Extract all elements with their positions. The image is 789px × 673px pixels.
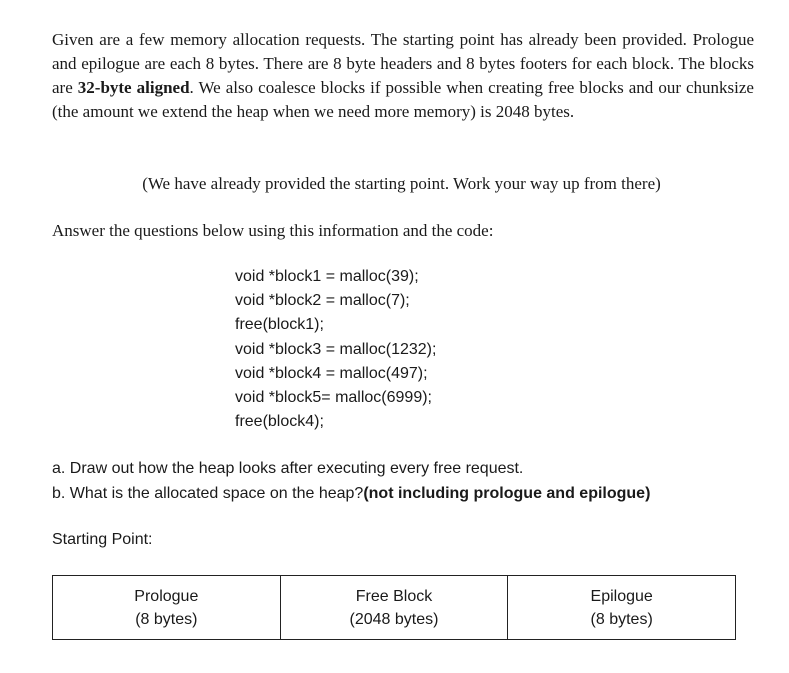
heap-starting-table	[52, 575, 736, 640]
question-a: a. Draw out how the heap looks after executing every free request.	[52, 460, 524, 477]
starting-point-label: Starting Point:	[52, 531, 153, 548]
intro-text-part2: . We also coalesce blocks if possible when creating free blocks and our chunksize (the amount we extend the heap when we need more memory) is 2048 bytes.	[52, 78, 754, 121]
epilogue-cell	[508, 576, 736, 640]
code-line: void *block3 = malloc(1232);	[235, 340, 437, 358]
prologue-cell	[53, 576, 281, 640]
question-b	[52, 481, 650, 506]
cell-size: (2048 bytes)	[349, 610, 439, 628]
code-line: void *block5= malloc(6999);	[235, 389, 432, 407]
question-list	[52, 456, 650, 506]
code-line: void *block1 = malloc(39);	[235, 268, 419, 285]
cell-size: (8 bytes)	[590, 610, 653, 628]
question-b-bold: (not including prologue and epilogue)	[363, 485, 651, 502]
problem-description	[52, 28, 754, 124]
cell-name: Epilogue	[590, 587, 653, 605]
code-block	[235, 265, 436, 434]
cell-size: (8 bytes)	[135, 610, 198, 628]
intro-alignment-bold: 32-byte aligned	[77, 78, 190, 97]
heap-row	[53, 576, 736, 640]
code-line: void *block4 = malloc(497);	[235, 364, 428, 382]
code-line: free(block4);	[235, 413, 324, 431]
answer-instructions: Answer the questions below using this information and the code:	[52, 221, 494, 240]
code-line: free(block1);	[235, 316, 324, 334]
cell-name: Free Block	[355, 587, 433, 605]
intro-text-part1: Given are a few memory allocation requests. The starting point has already been provided. Prologue and epilogue are each 8 bytes. There are 8 byte headers and 8 bytes footers for each block. The blocks are	[52, 30, 754, 97]
starting-point-note: (We have already provided the starting point. Work your way up from there)	[142, 174, 661, 193]
question-b-text: b. What is the allocated space on the heap?	[52, 485, 364, 502]
cell-name: Prologue	[134, 587, 199, 605]
free-block-cell	[280, 576, 508, 640]
code-line: void *block2 = malloc(7);	[235, 292, 410, 310]
